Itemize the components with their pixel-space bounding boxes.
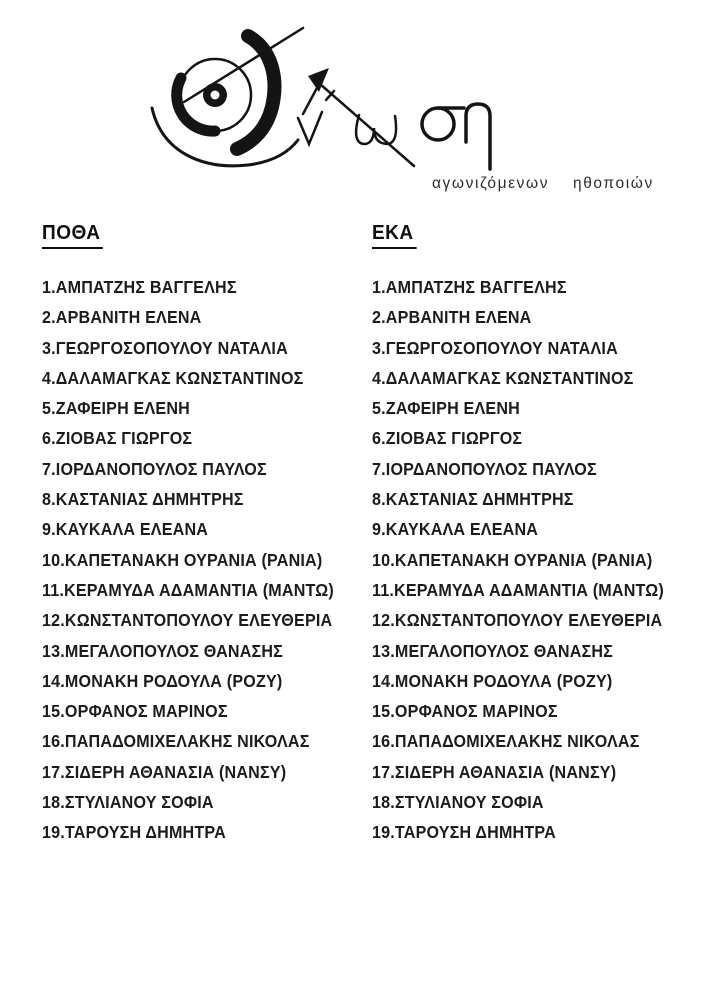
list-item: 7.ΙΟΡΔΑΝΟΠΟΥΛΟΣ ΠΑΥΛΟΣ — [42, 458, 267, 479]
column-potha-list — [42, 272, 334, 848]
list-item: 2.ΑΡΒΑΝΙΤΗ ΕΛΕΝΑ — [372, 307, 532, 328]
list-item: 14.ΜΟΝΑΚΗ ΡΟΔΟΥΛΑ (ΡΟΖΥ) — [372, 670, 613, 691]
list-item: 18.ΣΤΥΛΙΑΝΟΥ ΣΟΦΙΑ — [372, 792, 544, 813]
list-item: 12.ΚΩΝΣΤΑΝΤΟΠΟΥΛΟΥ ΕΛΕΥΘΕΡΙΑ — [42, 610, 333, 631]
list-item: 14.ΜΟΝΑΚΗ ΡΟΔΟΥΛΑ (ΡΟΖΥ) — [42, 670, 283, 691]
list-item: 13.ΜΕΓΑΛΟΠΟΥΛΟΣ ΘΑΝΑΣΗΣ — [42, 640, 284, 661]
list-item: 7.ΙΟΡΔΑΝΟΠΟΥΛΟΣ ΠΑΥΛΟΣ — [372, 458, 597, 479]
list-item: 1.ΑΜΠΑΤΖΗΣ ΒΑΓΓΕΛΗΣ — [372, 277, 567, 297]
column-eka-header: ΕΚΑ — [372, 222, 416, 249]
list-item: 9.ΚΑΥΚΑΛΑ ΕΛΕΑΝΑ — [42, 519, 209, 540]
list-item: 3.ΓΕΩΡΓΟΣΟΠΟΥΛΟΥ ΝΑΤΑΛΙΑ — [372, 337, 618, 358]
list-item: 6.ΖΙΟΒΑΣ ΓΙΩΡΓΟΣ — [42, 428, 193, 449]
column-potha-header: ΠΟΘΑ — [42, 222, 103, 249]
column-potha — [42, 222, 359, 848]
list-item: 11.ΚΕΡΑΜΥΔΑ ΑΔΑΜΑΝΤΙΑ (ΜΑΝΤΩ) — [372, 579, 664, 600]
list-item: 19.ΤΑΡΟΥΣΗ ΔΗΜΗΤΡΑ — [42, 822, 226, 843]
list-item: 2.ΑΡΒΑΝΙΤΗ ΕΛΕΝΑ — [42, 307, 202, 328]
list-item: 8.ΚΑΣΤΑΝΙΑΣ ΔΗΜΗΤΡΗΣ — [372, 489, 574, 510]
list-item: 12.ΚΩΝΣΤΑΝΤΟΠΟΥΛΟΥ ΕΛΕΥΘΕΡΙΑ — [372, 610, 663, 631]
list-item: 3.ΓΕΩΡΓΟΣΟΠΟΥΛΟΥ ΝΑΤΑΛΙΑ — [42, 337, 288, 358]
list-item: 17.ΣΙΔΕΡΗ ΑΘΑΝΑΣΙΑ (ΝΑΝΣΥ) — [42, 761, 287, 782]
column-eka-list — [372, 272, 664, 848]
list-item: 4.ΔΑΛΑΜΑΓΚΑΣ ΚΩΝΣΤΑΝΤΙΝΟΣ — [372, 367, 634, 388]
list-item: 15.ΟΡΦΑΝΟΣ ΜΑΡΙΝΟΣ — [42, 701, 228, 722]
list-item: 6.ΖΙΟΒΑΣ ΓΙΩΡΓΟΣ — [372, 428, 523, 449]
logo-subtitle: αγωνιζόμενων ηθοποιών — [432, 175, 654, 192]
list-item: 4.ΔΑΛΑΜΑΓΚΑΣ ΚΩΝΣΤΑΝΤΙΝΟΣ — [42, 367, 304, 388]
union-logo — [148, 14, 654, 209]
list-item: 16.ΠΑΠΑΔΟΜΙΧΕΛΑΚΗΣ ΝΙΚΟΛΑΣ — [42, 731, 310, 752]
list-item: 5.ΖΑΦΕΙΡΗ ΕΛΕΝΗ — [372, 398, 520, 419]
list-item: 13.ΜΕΓΑΛΟΠΟΥΛΟΣ ΘΑΝΑΣΗΣ — [372, 640, 614, 661]
list-item: 8.ΚΑΣΤΑΝΙΑΣ ΔΗΜΗΤΡΗΣ — [42, 489, 244, 510]
list-item: 10.ΚΑΠΕΤΑΝΑΚΗ ΟΥΡΑΝΙΑ (ΡΑΝΙΑ) — [372, 549, 653, 570]
list-item: 16.ΠΑΠΑΔΟΜΙΧΕΛΑΚΗΣ ΝΙΚΟΛΑΣ — [372, 731, 640, 752]
list-item: 19.ΤΑΡΟΥΣΗ ΔΗΜΗΤΡΑ — [372, 822, 556, 843]
list-item: 9.ΚΑΥΚΑΛΑ ΕΛΕΑΝΑ — [372, 519, 539, 540]
list-item: 10.ΚΑΠΕΤΑΝΑΚΗ ΟΥΡΑΝΙΑ (ΡΑΝΙΑ) — [42, 549, 323, 570]
list-item: 11.ΚΕΡΑΜΥΔΑ ΑΔΑΜΑΝΤΙΑ (ΜΑΝΤΩ) — [42, 579, 334, 600]
list-item: 1.ΑΜΠΑΤΖΗΣ ΒΑΓΓΕΛΗΣ — [42, 277, 237, 297]
list-item: 17.ΣΙΔΕΡΗ ΑΘΑΝΑΣΙΑ (ΝΑΝΣΥ) — [372, 761, 617, 782]
list-item: 5.ΖΑΦΕΙΡΗ ΕΛΕΝΗ — [42, 398, 190, 419]
column-eka — [372, 222, 689, 848]
list-item: 18.ΣΤΥΛΙΑΝΟΥ ΣΟΦΙΑ — [42, 792, 214, 813]
list-item: 15.ΟΡΦΑΝΟΣ ΜΑΡΙΝΟΣ — [372, 701, 558, 722]
